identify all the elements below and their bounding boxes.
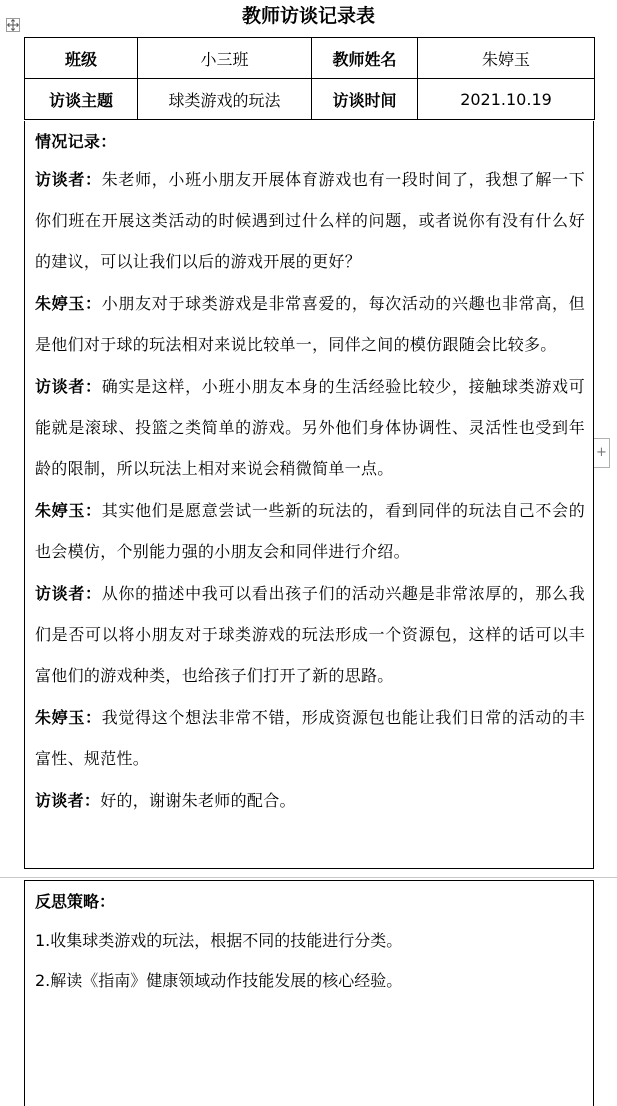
dialogue-entry [35,159,585,282]
dialogue-entry [35,283,585,365]
dialogue-entry [35,573,585,696]
speaker-label: 朱婷玉： [35,501,102,520]
speaker-label: 访谈者： [35,377,102,396]
dialogue-text: 小朋友对于球类游戏是非常喜爱的，每次活动的兴趣也非常高，但是他们对于球的玩法相对来说比较单一，同伴之间的模仿跟随会比较多。 [35,294,586,354]
dialogue-text: 我觉得这个想法非常不错，形成资源包也能让我们日常的活动的丰富性、规范性。 [35,708,586,768]
class-label: 班级 [25,38,138,79]
info-table [24,37,595,120]
record-heading: 情况记录： [35,132,117,151]
dialogue-entry [35,697,585,779]
class-value[interactable]: 小三班 [138,38,312,79]
dialogue-text: 从你的描述中我可以看出孩子们的活动兴趣是非常浓厚的，那么我们是否可以将小朋友对于球类游戏的玩法形成一个资源包，这样的话可以丰富他们的游戏种类，也给孩子们打开了新的思路。 [35,584,586,685]
dialogue-text: 其实他们是愿意尝试一些新的玩法的，看到同伴的玩法自己不会的也会模仿，个别能力强的小朋友会和同伴进行介绍。 [35,501,586,561]
speaker-label: 访谈者： [35,791,101,810]
page-title: 教师访谈记录表 [241,5,375,27]
dialogue-entry [35,366,585,489]
dialogue-text: 朱老师，小班小朋友开展体育游戏也有一段时间了，我想了解一下你们班在开展这类活动的时候遇到过什么样的问题，或者说你有没有什么好的建议，可以让我们以后的游戏开展的更好？ [35,170,586,271]
speaker-label: 访谈者： [35,584,102,603]
dialogue-entry [35,490,585,572]
reflection-item: 2.解读《指南》健康领域动作技能发展的核心经验。 [35,971,403,990]
speaker-label: 朱婷玉： [35,294,102,313]
record-section[interactable] [24,121,594,869]
topic-label: 访谈主题 [25,79,138,120]
teacher-label: 教师姓名 [312,38,418,79]
info-row-topic [25,79,595,120]
dialogue-text: 好的，谢谢朱老师的配合。 [100,791,296,810]
reflection-heading: 反思策略： [35,892,116,911]
topic-value[interactable]: 球类游戏的玩法 [138,79,312,120]
time-label: 访谈时间 [312,79,418,120]
info-row-class [25,38,595,79]
dialogue-entry [35,780,585,821]
reflection-section[interactable] [24,880,594,1106]
time-value[interactable]: 2021.10.19 [418,79,595,120]
speaker-label: 朱婷玉： [35,708,102,727]
reflection-item: 1.收集球类游戏的玩法，根据不同的技能进行分类。 [35,931,403,950]
page-break-divider [0,877,617,878]
dialogue-text: 确实是这样，小班小朋友本身的生活经验比较少，接触球类游戏可能就是滚球、投篮之类简单的游戏。另外他们身体协调性、灵活性也受到年龄的限制，所以玩法上相对来说会稍微简单一点。 [35,377,586,478]
teacher-value[interactable]: 朱婷玉 [418,38,595,79]
speaker-label: 访谈者： [35,170,102,189]
add-row-plus-icon[interactable]: + [594,438,610,468]
